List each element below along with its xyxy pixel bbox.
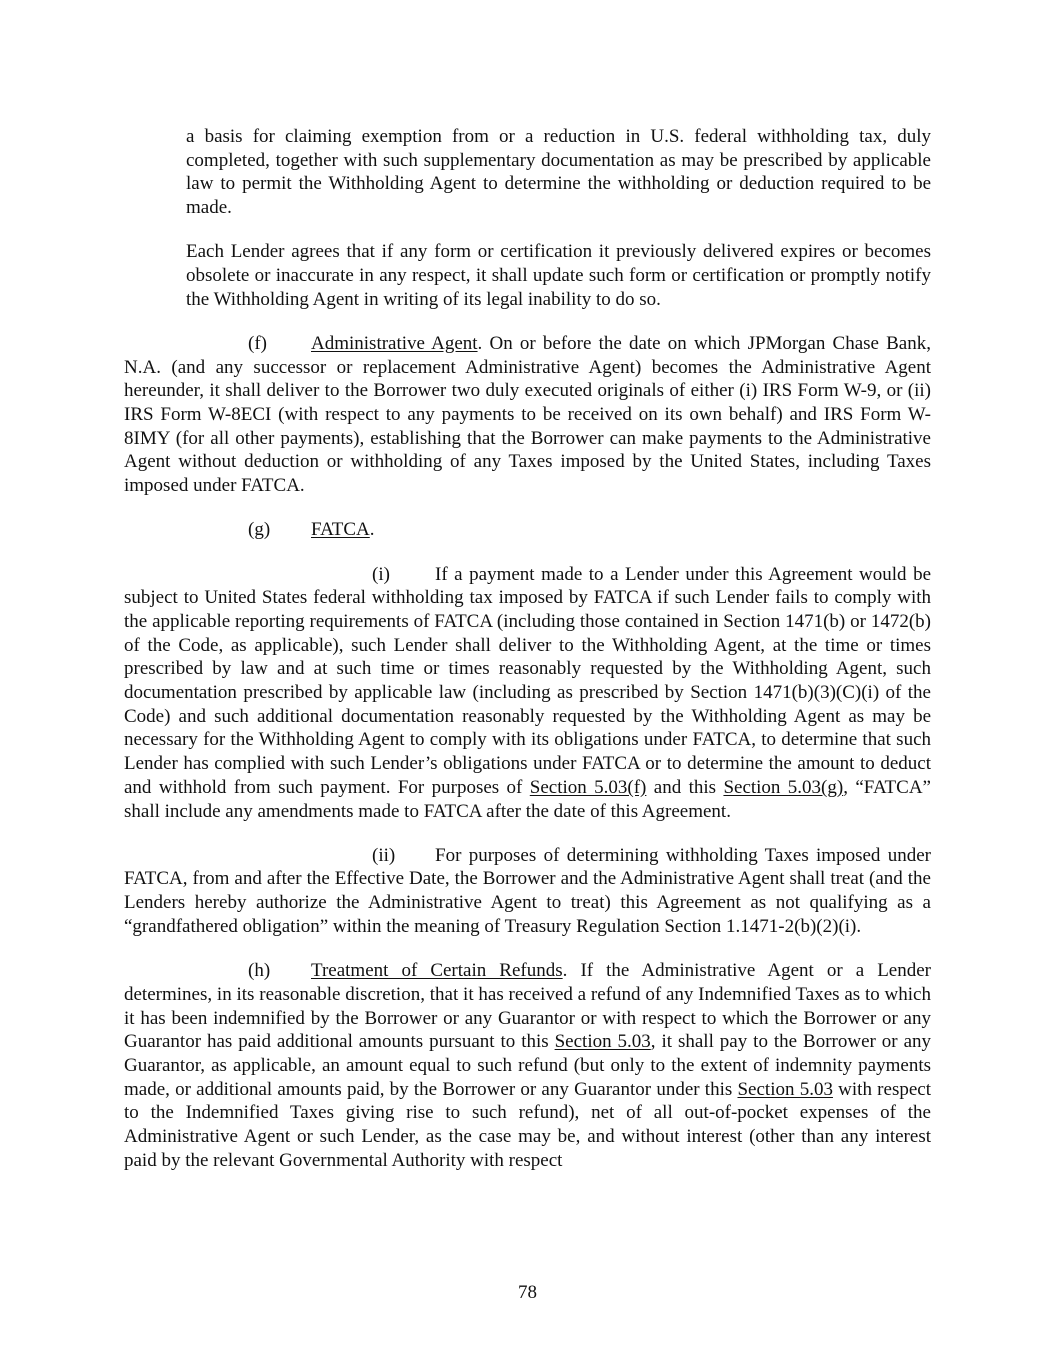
section-f-heading: Administrative Agent — [311, 332, 478, 354]
document-page — [124, 125, 931, 1193]
section-f-text: . On or before the date on which JPMorgan Chase Bank, N.A. (and any successor or replacement Administrative Agent) becomes the Administrative Agent hereunder, it shall deliver to the Borrower two duly executed originals of either (i) IRS Form W-9, or (ii) IRS Form W-8ECI (with respect to any payments to be received on its own behalf) and IRS Form W-8IMY (for all other payments), establishing that the Borrower can make payments to the Administrative Agent without deduction or withholding of any Taxes imposed by the United States, including Taxes imposed under FATCA. — [124, 332, 931, 497]
cross-ref-section-5-03-g: Section 5.03(g) — [723, 776, 844, 798]
cross-ref-section-5-03-f: Section 5.03(f) — [529, 776, 647, 798]
cross-ref-section-5-03-b: Section 5.03 — [737, 1078, 833, 1100]
section-g-ii-label: (ii) — [372, 844, 396, 866]
section-h-heading: Treatment of Certain Refunds — [311, 960, 563, 982]
section-f-administrative-agent — [124, 332, 931, 498]
section-g-ii: (ii) For purposes of determining withholding Taxes imposed under FATCA, from and after the Effective Date, the Borrower and the Administrative Agent shall treat (and the Lenders hereby authorize the Administrative Agent to treat) this Agreement as not qualifying as a “grandfathered obligation” within the meaning of Treasury Regulation Section 1.1471-2(b)(2)(i). — [124, 844, 931, 937]
paragraph-lender-update: Each Lender agrees that if any form or certification it previously delivered expires or becomes obsolete or inaccurate in any respect, it shall update such form or certification or promptly notify the Withholding Agent in writing of its legal inability to do so. — [186, 241, 931, 310]
cross-ref-section-5-03-a: Section 5.03 — [554, 1031, 651, 1053]
section-h-refunds: (h) Treatment of Certain Refunds. If the Administrative Agent or a Lender determines, in its reasonable discretion, that it has received a refund of any Indemnified Taxes as to which it has been indemnified by the Borrower or any Guarantor or with respect to which the Borrower or any Guarantor has paid additional amounts pursuant to this Section 5.03, it shall pay to the Borrower or any Guarantor, as applicable, an amount equal to such refund (but only to the extent of indemnity payments made, or additional amounts paid, by the Borrower or any Guarantor under this Section 5.03 with respect to the Indemnified Taxes giving rise to such refund), net of all out-of-pocket expenses of the Administrative Agent or such Lender, as the case may be, and without interest (other than any interest paid by the relevant Governmental Authority with respect — [124, 960, 931, 1171]
paragraph-continuation: a basis for claiming exemption from or a reduction in U.S. federal withholding tax, duly completed, together with such supplementary documentation as may be prescribed by applicable law to permit the Withholding Agent to determine the withholding or deduction required to be made. — [186, 126, 931, 219]
section-h-label: (h) — [248, 960, 271, 982]
section-g-label: (g) — [248, 519, 271, 541]
section-g-i: (i) If a payment made to a Lender under this Agreement would be subject to United States federal withholding tax imposed by FATCA if such Lender fails to comply with the applicable reporting requirements of FATCA (including those contained in Section 1471(b) or 1472(b) of the Code, as applicable), such Lender shall deliver to the Withholding Agent, at the time or times prescribed by law and at such time or times reasonably requested by the Withholding Agent, such documentation prescribed by applicable law (including as prescribed by Section 1471(b)(3)(C)(i) of the Code) and such additional documentation reasonably requested by the Withholding Agent as may be necessary for the Withholding Agent to comply with its obligations under FATCA, to determine that such Lender has complied with such Lender’s obligations under FATCA or to determine the amount to deduct and withhold from such payment. For purposes of Section 5.03(f) and this Section 5.03(g), “FATCA” shall include any amendments made to FATCA after the date of this Agreement. — [124, 563, 931, 822]
section-g-fatca: (g) FATCA. — [248, 519, 375, 541]
section-g-i-label: (i) — [372, 563, 390, 585]
page-number: 78 — [518, 1282, 537, 1303]
section-g-heading: FATCA — [311, 519, 370, 541]
section-f-label: (f) — [248, 332, 267, 354]
